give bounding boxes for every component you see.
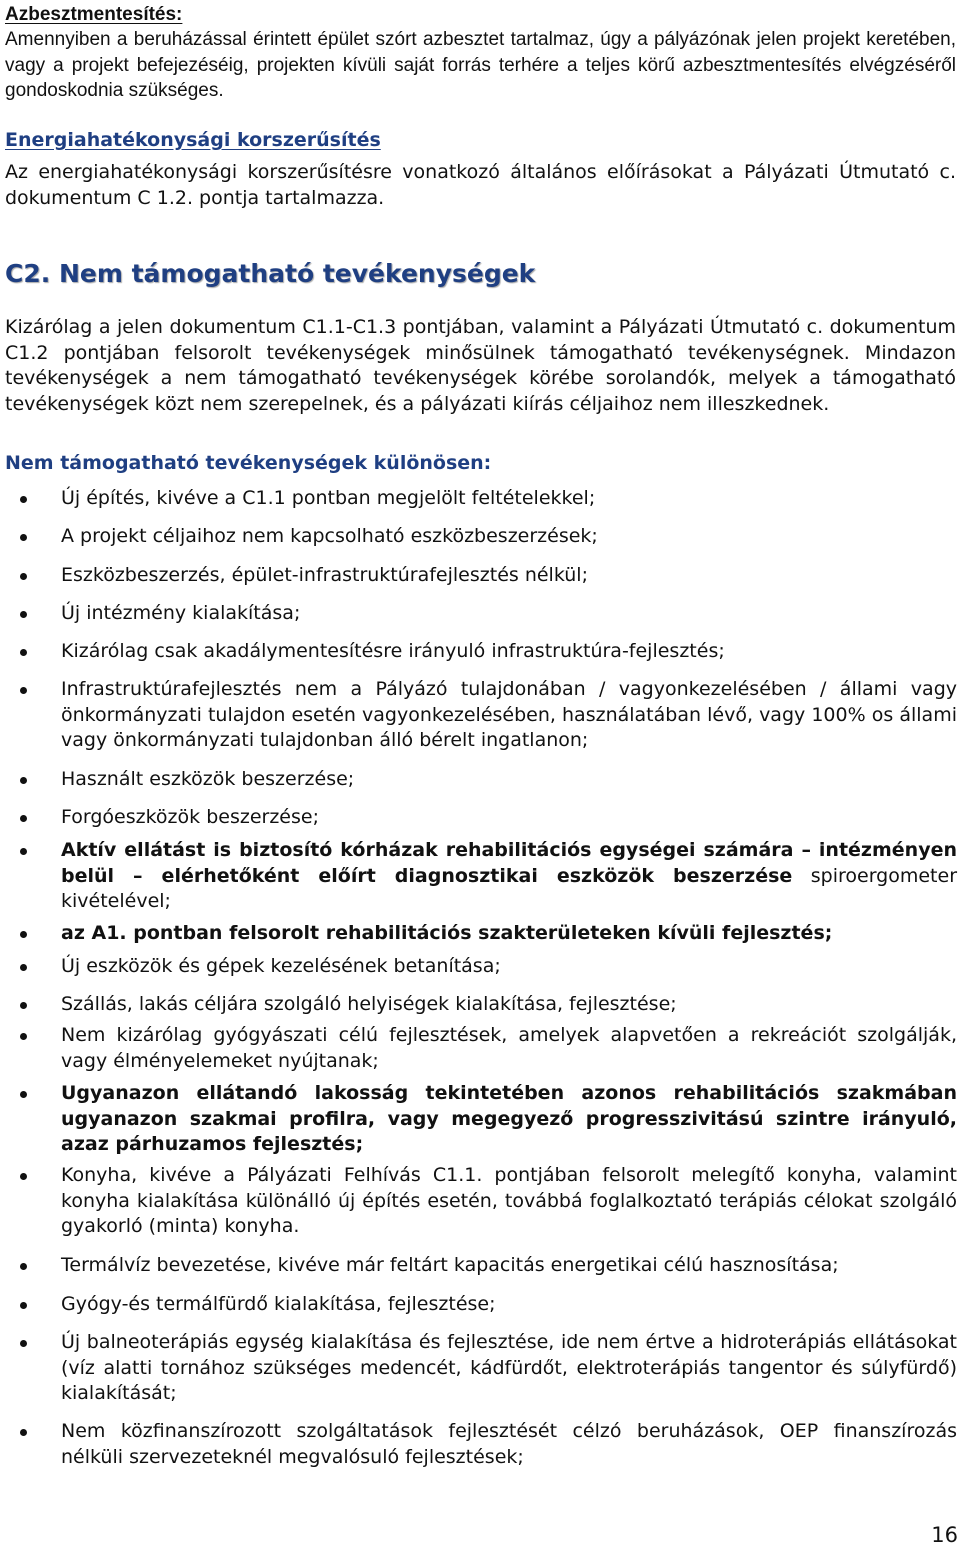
asbestos-heading: Azbesztmentesítés: — [5, 4, 183, 25]
bullet-icon — [20, 1429, 27, 1436]
list-item-text: Gyógy-és termálfürdő kialakítása, fejlesztése; — [61, 1293, 496, 1315]
list-item-text: Új építés, kivéve a C1.1 pontban megjelölt feltételekkel; — [61, 487, 596, 509]
list-item-text: Infrastruktúrafejlesztés nem a Pályázó tulajdonában / vagyonkezelésében / állami vagy önkormányzati tulajdon esetén vagyonkezelésében, használatában lévő, vagy 100% os állami vagy önkormányzati tulajdonban álló bérelt ingatlanon; — [61, 678, 957, 751]
list-item-text: Termálvíz bevezetése, kivéve már feltárt kapacitás energetikai célú hasznosítása; — [61, 1254, 839, 1276]
bullet-icon — [20, 611, 27, 618]
bullet-icon — [20, 573, 27, 580]
list-item-text: Konyha, kivéve a Pályázati Felhívás C1.1. pontjában felsorolt melegítő konyha, valamint konyha kialakítása különálló új építés esetén, továbbá foglalkoztató terápiás célokat szolgáló gyakorló (minta) konyha. — [61, 1164, 957, 1237]
bullet-icon — [20, 649, 27, 656]
not-supported-heading: Nem támogatható tevékenységek különösen: — [5, 452, 492, 474]
list-item-text: Új balneoterápiás egység kialakítása és fejlesztése, ide nem értve a hidroterápiás ellátásokat (víz alatti tornához szükséges medencét, kádfürdőt, elektroterápiás tangentor és súlyfürdő) kialakítását; — [61, 1331, 957, 1404]
bullet-icon — [20, 1002, 27, 1009]
section-c2-heading: C2. Nem támogatható tevékenységek — [5, 259, 536, 288]
bullet-icon — [20, 777, 27, 784]
list-item-text: Új eszközök és gépek kezelésének betanítása; — [61, 955, 501, 977]
bullet-icon — [20, 964, 27, 971]
list-item-text: Kizárólag csak akadálymentesítésre irányuló infrastruktúra-fejlesztés; — [61, 640, 725, 662]
section-c2-paragraph: Kizárólag a jelen dokumentum C1.1-C1.3 pontjában, valamint a Pályázati Útmutató c. dokumentum C1.2 pontjában felsorolt tevékenységek minősülnek támogatható tevékenységnek. Mindazon tevékenységek a nem támogatható tevékenységek körébe sorolandók, melyek a támogatható tevékenységek közt nem szerepelnek, és a pályázati kiírás céljaihoz nem illeszkednek. — [5, 316, 956, 415]
list-item-text: Használt eszközök beszerzése; — [61, 768, 355, 790]
list-item-text: Nem kizárólag gyógyászati célú fejlesztések, amelyek alapvetően a rekreációt szolgálják, vagy élményelemeket nyújtanak; — [61, 1024, 957, 1072]
list-item-text: Szállás, lakás céljára szolgáló helyiségek kialakítása, fejlesztése; — [61, 993, 677, 1015]
bullet-icon — [20, 1091, 27, 1098]
bullet-icon — [20, 848, 27, 855]
bullet-icon — [20, 931, 27, 938]
bullet-icon — [20, 496, 27, 503]
list-item-bold-text: Aktív ellátást is biztosító kórházak rehabilitációs egységei számára – intézményen belül – elérhetőként előírt diagnosztikai eszközök beszerzése — [61, 839, 957, 887]
page-number: 16 — [931, 1523, 958, 1547]
list-item-text — [61, 838, 957, 915]
list-item-text: Ugyanazon ellátandó lakosság tekintetében azonos rehabilitációs szakmában ugyanazon szakmai profilra, vagy megegyező progresszivitású szintre irányuló, azaz párhuzamos fejlesztés; — [61, 1082, 957, 1155]
bullet-icon — [20, 687, 27, 694]
bullet-icon — [20, 1340, 27, 1347]
bullet-icon — [20, 815, 27, 822]
bullet-icon — [20, 1173, 27, 1180]
bullet-icon — [20, 1302, 27, 1309]
energy-paragraph: Az energiahatékonysági korszerűsítésre vonatkozó általános előírásokat a Pályázati Útmutató c. dokumentum C 1.2. pontja tartalmazza. — [5, 161, 956, 209]
bullet-icon — [20, 1033, 27, 1040]
list-item-text: Új intézmény kialakítása; — [61, 602, 301, 624]
list-item-text: Nem közfinanszírozott szolgáltatások fejlesztését célzó beruházások, OEP finanszírozás nélküli szervezeteknél megvalósuló fejlesztések; — [61, 1420, 957, 1468]
list-item-text: Eszközbeszerzés, épület-infrastruktúrafejlesztés nélkül; — [61, 564, 588, 586]
list-item-text: az A1. pontban felsorolt rehabilitációs szakterületeken kívüli fejlesztés; — [61, 922, 833, 944]
bullet-icon — [20, 534, 27, 541]
list-item-normal-text: spiroergometer kivételével; — [61, 864, 958, 912]
energy-heading: Energiahatékonysági korszerűsítés — [5, 129, 381, 151]
list-item-text: Forgóeszközök beszerzése; — [61, 806, 319, 828]
asbestos-paragraph: Amennyiben a beruházással érintett épület szórt azbesztet tartalmaz, úgy a pályázónak jelen projekt keretében, vagy a projekt befejezéséig, projekten kívüli saját forrás terhére a teljes körű azbesztmentesítés elvégzéséről gondoskodnia szükséges. — [5, 29, 956, 101]
list-item-text: A projekt céljaihoz nem kapcsolható eszközbeszerzések; — [61, 525, 598, 547]
bullet-icon — [20, 1263, 27, 1270]
